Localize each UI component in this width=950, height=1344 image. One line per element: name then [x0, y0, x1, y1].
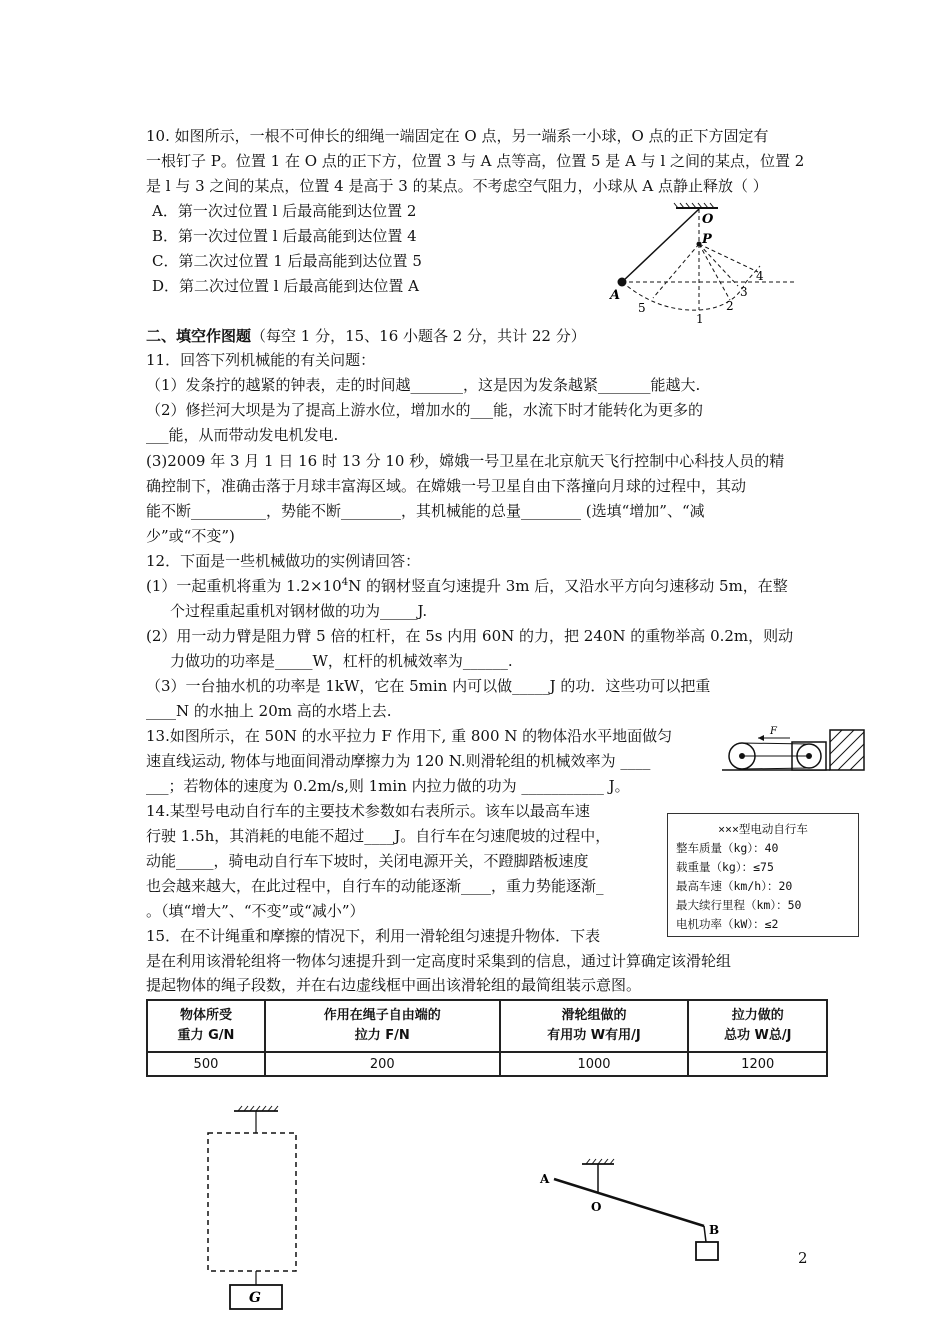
header-line: 重力 G/N — [177, 1028, 235, 1043]
q12-line3: (2）用一动力臂是阻力臂 5 倍的杠杆，在 5s 内用 60N 的力，把 240N 的重物举高 0.2m，则动 — [146, 627, 794, 645]
q10-option-a: A．第一次过位置 l 后最高能到达位置 2 — [152, 202, 417, 220]
q11-line6: 能不断__________，势能不断________，其机械能的总量________ (选填“增加”、“减 — [146, 502, 705, 520]
header-line: 拉力 F/N — [354, 1028, 410, 1043]
q10-stem-line1: 10. 如图所示，一根不可伸长的细绳一端固定在 O 点，另一端系一小球，O 点的正下方固定有 — [146, 127, 769, 145]
q14-line1: 14.某型号电动自行车的主要技术参数如右表所示。该车以最高车速 — [146, 802, 590, 820]
label-p: P — [702, 232, 712, 247]
spec-row: 最高车速（km/h）：20 — [676, 879, 793, 893]
q12-head: 12．下面是一些机械做功的实例请回答： — [146, 552, 421, 570]
label-lever-o: O — [591, 1200, 602, 1214]
label-lever-a: A — [540, 1172, 550, 1186]
q11-line4: (3)2009 年 3 月 1 日 16 时 13 分 10 秒，嫦娥一号卫星在北京航天飞行控制中心科技人员的精 — [146, 452, 785, 470]
label-a: A — [610, 288, 621, 303]
q14-line5: 。（填“增大”、“不变”或“减小”） — [146, 902, 365, 920]
q10-option-d: D．第二次过位置 l 后最高能到达位置 A — [152, 277, 419, 295]
q13-line3: ___；若物体的速度为 0.2m/s,则 1min 内拉力做的功为 ___________ J。 — [146, 777, 630, 795]
page-number: 2 — [798, 1249, 808, 1267]
q15-line1: 15．在不计绳重和摩擦的情况下，利用一滑轮组匀速提升物体．下表 — [146, 927, 601, 945]
q13-line1: 13.如图所示，在 50N 的水平拉力 F 作用下, 重 800 N 的物体沿水平地面做匀 — [146, 727, 673, 745]
table-row — [147, 1052, 827, 1076]
table-header-row — [147, 1000, 827, 1052]
spec-title: ×××型电动自行车 — [718, 822, 808, 836]
q10-stem-line3: 是 l 与 3 之间的某点，位置 4 是高于 3 的某点。不考虑空气阻力，小球从 A 点静止释放（ ） — [146, 177, 768, 195]
spec-row: 电机功率（kW）：≤2 — [676, 917, 779, 931]
spec-row: 载重量（kg）：≤75 — [676, 860, 774, 874]
pulley-drawing-box — [200, 1105, 300, 1315]
header-line: 有用功 W有用/J — [547, 1028, 641, 1043]
pulley-data-table — [146, 999, 828, 1077]
table-cell: 1200 — [688, 1052, 827, 1076]
q11-line5: 确控制下，准确击落于月球丰富海区域。在嫦娥一号卫星自由下落撞向月球的过程中，其动 — [146, 477, 747, 495]
q14-line2: 行驶 1.5h，其消耗的电能不超过____J。自行车在匀速爬坡的过程中， — [146, 827, 611, 845]
q11-line3: ___能，从而带动发电机发电. — [146, 426, 339, 444]
q11-head: 11．回答下列机械能的有关问题： — [146, 351, 376, 369]
q12-line6: ____N 的水抽上 20m 高的水塔上去. — [146, 702, 392, 720]
label-g: G — [249, 1290, 261, 1306]
q11-line2: （2）修拦河大坝是为了提高上游水位，增加水的___能，水流下时才能转化为更多的 — [146, 401, 704, 419]
section2-title: 二、填空作图题 — [146, 327, 252, 345]
lever-figure — [538, 1150, 738, 1270]
header-line: 物体所受 — [179, 1008, 232, 1023]
header-line: 拉力做的 — [731, 1008, 784, 1023]
header-line: 总功 W总/J — [724, 1028, 792, 1043]
q13-line2: 速直线运动, 物体与地面间滑动摩擦力为 120 N.则滑轮组的机械效率为 ____ — [146, 752, 651, 770]
label-3: 3 — [740, 285, 748, 299]
header-line: 作用在绳子自由端的 — [323, 1008, 441, 1023]
q11-line1: （1）发条拧的越紧的钟表，走的时间越_______，这是因为发条越紧_______能越大. — [146, 376, 701, 394]
q11-line7: 少”或“不变”) — [146, 527, 235, 545]
table-cell: 200 — [265, 1052, 500, 1076]
ball-icon — [618, 278, 627, 287]
dashed-frame — [208, 1133, 296, 1271]
bike-spec-table — [667, 813, 859, 937]
q10-stem-line2: 一根钉子 P。位置 1 在 O 点的正下方，位置 3 与 A 点等高，位置 5 是 A 与 l 之间的某点，位置 2 — [146, 152, 805, 170]
label-o: O — [702, 212, 714, 227]
pulley-figure — [718, 720, 868, 776]
table-cell: 500 — [147, 1052, 265, 1076]
q10-option-b: B．第一次过位置 l 后最高能到达位置 4 — [152, 227, 417, 245]
spec-row: 整车质量（kg）：40 — [676, 841, 779, 855]
section2-note: （每空 1 分，15、16 小题各 2 分，共计 22 分） — [251, 327, 586, 345]
label-5: 5 — [638, 301, 646, 315]
table-header-cell — [147, 1000, 265, 1052]
header-line: 滑轮组做的 — [561, 1008, 627, 1023]
q12-line4: 力做功的功率是_____W，杠杆的机械效率为______. — [170, 652, 513, 670]
label-lever-b: B — [709, 1223, 720, 1237]
table-header-cell — [688, 1000, 827, 1052]
q14-line3: 动能_____，骑电动自行车下坡时，关闭电源开关，不蹬脚踏板速度 — [146, 852, 589, 870]
label-1: 1 — [696, 312, 704, 325]
q14-line4: 也会越来越大，在此过程中，自行车的动能逐渐____，重力势能逐渐_ — [146, 877, 604, 895]
spec-row: 最大续行里程（km）：50 — [676, 898, 802, 912]
q12-line2: 个过程重起重机对钢材做的功为_____J. — [170, 602, 428, 620]
q12-line1-a: (1）一起重机将重为 1.2×10 — [146, 577, 342, 595]
q10-option-c: C．第二次过位置 1 后最高能到达位置 5 — [152, 252, 422, 270]
label-4: 4 — [756, 269, 764, 283]
label-f: F — [770, 726, 777, 737]
lever-weight — [696, 1242, 718, 1260]
label-2: 2 — [726, 299, 734, 313]
q12-line1 — [146, 576, 788, 597]
q12-line5: （3）一台抽水机的功率是 1kW，它在 5min 内可以做_____J 的功．这些功可以把重 — [146, 677, 711, 695]
q15-line3: 提起物体的绳子段数，并在右边虚线框中画出该滑轮组的最简组装示意图。 — [146, 976, 642, 994]
q15-line2: 是在利用该滑轮组将一物体匀速提升到一定高度时采集到的信息，通过计算确定该滑轮组 — [146, 952, 732, 970]
section2-heading — [146, 326, 586, 347]
q12-line1-b: N 的钢材竖直匀速提升 3m 后，又沿水平方向匀速移动 5m，在整 — [348, 577, 788, 595]
table-header-cell — [500, 1000, 689, 1052]
q12-line1-sup: 4 — [341, 577, 349, 588]
table-header-cell — [265, 1000, 500, 1052]
table-cell: 1000 — [500, 1052, 689, 1076]
pendulum-figure — [598, 200, 798, 325]
